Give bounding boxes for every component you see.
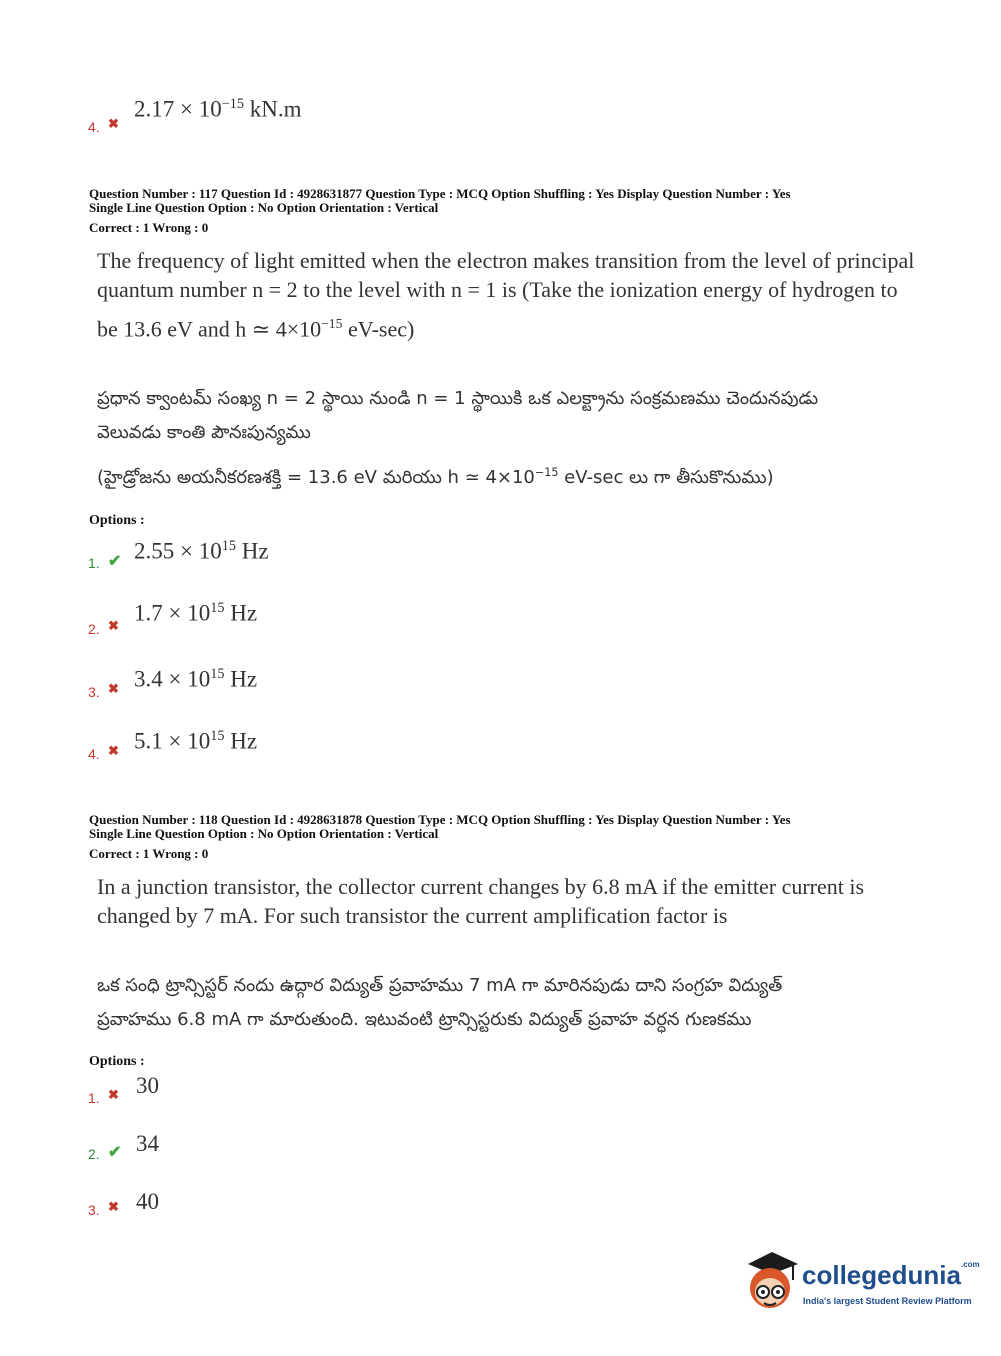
option-value: $5.1 \times 10^{15}$ Hz bbox=[134, 728, 258, 754]
wrong-mark-icon: ✖ bbox=[108, 618, 119, 633]
option-number: 2. bbox=[88, 621, 100, 637]
logo-tagline: India's largest Student Review Platform bbox=[803, 1296, 972, 1306]
option-number: 4. bbox=[88, 746, 100, 762]
option-number: 3. bbox=[88, 1202, 100, 1218]
q117-meta-line2: Single Line Question Option : No Option Orientation : Vertical bbox=[89, 200, 439, 215]
wrong-mark-icon: ✖ bbox=[108, 1087, 119, 1102]
option-number: 1. bbox=[88, 1090, 100, 1106]
option-value: $1.7 \times 10^{15}$ Hz bbox=[134, 600, 258, 626]
q117-score: Correct : 1 Wrong : 0 bbox=[89, 220, 209, 235]
q117-telugu-text bbox=[97, 382, 818, 495]
q117-text-line1: The frequency of light emitted when the electron makes transition from the level of principal bbox=[97, 248, 915, 273]
q118-telugu-line2: ప్రవాహము 6.8 mA గా మారుతుంది. ఇటువంటి ట్రాన్సిస్టరుకు విద్యుత్ ప్రవాహ వర్ధన గుణకము bbox=[97, 1009, 752, 1030]
option-value: $2.55 \times 10^{15}$ Hz bbox=[134, 538, 269, 564]
q118-meta bbox=[89, 813, 791, 861]
q118-question-text bbox=[97, 872, 864, 930]
q117-options-label: Options : bbox=[89, 513, 145, 528]
q117-meta bbox=[89, 187, 791, 235]
q118-text-line1: In a junction transistor, the collector current changes by 6.8 mA if the emitter current is bbox=[97, 874, 865, 899]
q117-telugu-line2: వెలువడు కాంతి పౌనఃపున్యము bbox=[97, 422, 311, 443]
option-number: 1. bbox=[88, 555, 100, 571]
q118-telugu-text bbox=[97, 969, 782, 1037]
option-number: 3. bbox=[88, 684, 100, 700]
q117-telugu-line3: (హైడ్రోజను అయనీకరణశక్తి = 13.6 eV మరియు h ≃ $4\times 10^{-15}$ eV-sec లు గా తీసుకొనుము) bbox=[97, 466, 774, 488]
q118-score: Correct : 1 Wrong : 0 bbox=[89, 846, 209, 861]
q118-text-line2: changed by 7 mA. For such transistor the current amplification factor is bbox=[97, 903, 728, 928]
q118-telugu-line1: ఒక సంధి ట్రాన్సిస్టర్ నందు ఉద్గార విద్యుత్ ప్రవాహము 7 mA గా మారినపుడు దాని సంగ్రహ విద్యుత్ bbox=[97, 975, 783, 996]
q117-meta-line1: Question Number : 117 Question Id : 4928631877 Question Type : MCQ Option Shuffling : Yes Display Question Number : Yes bbox=[89, 186, 791, 201]
wrong-mark-icon: ✖ bbox=[108, 681, 119, 696]
option-number: 4. bbox=[88, 119, 100, 135]
logo-name: collegedunia bbox=[802, 1260, 961, 1290]
q118-meta-line2: Single Line Question Option : No Option Orientation : Vertical bbox=[89, 826, 439, 841]
q117-question-text bbox=[97, 246, 914, 343]
option-value: $3.4 \times 10^{15}$ Hz bbox=[134, 666, 258, 692]
q117-text-line2: quantum number n = 2 to the level with n = 1 is (Take the ionization energy of hydrogen to bbox=[97, 277, 898, 302]
q117-telugu-line1: ప్రధాన క్వాంటమ్ సంఖ్య n = 2 స్థాయి నుండి n = 1 స్థాయికి ఒక ఎలక్ట్రాను సంక్రమణము చెందునపుడు bbox=[97, 388, 819, 409]
wrong-mark-icon: ✖ bbox=[108, 743, 119, 758]
wrong-mark-icon: ✖ bbox=[108, 1199, 119, 1214]
option-value: $2.17 \times 10^{-15}$ kN.m bbox=[134, 96, 302, 122]
option-value: 30 bbox=[136, 1073, 159, 1098]
mascot-icon bbox=[742, 1250, 800, 1312]
wrong-mark-icon: ✖ bbox=[108, 116, 119, 131]
check-icon: ✔ bbox=[108, 553, 122, 570]
option-number: 2. bbox=[88, 1146, 100, 1162]
logo-suffix: .com bbox=[960, 1260, 980, 1269]
check-icon: ✔ bbox=[108, 1144, 122, 1161]
option-value: 40 bbox=[136, 1189, 159, 1214]
q118-options-label: Options : bbox=[89, 1054, 145, 1069]
q117-text-line3: be 13.6 eV and h ≃ $4\times 10^{-15}$ eV-sec) bbox=[97, 316, 415, 342]
q118-meta-line1: Question Number : 118 Question Id : 4928631878 Question Type : MCQ Option Shuffling : Yes Display Question Number : Yes bbox=[89, 812, 791, 827]
collegedunia-logo[interactable] bbox=[742, 1250, 980, 1314]
option-value: 34 bbox=[136, 1131, 159, 1156]
